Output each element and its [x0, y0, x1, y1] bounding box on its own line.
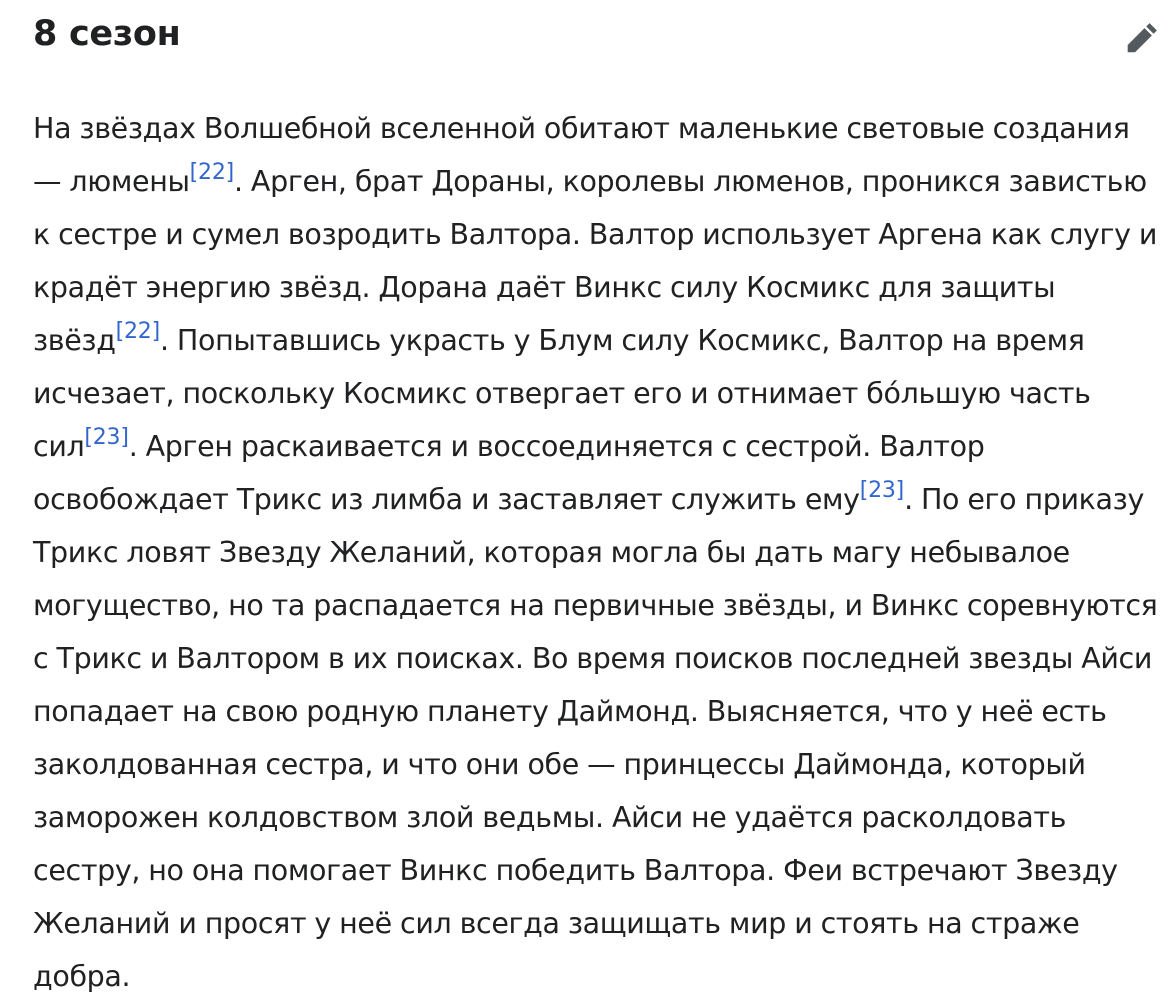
paragraph-text: . По его приказу Трикс ловят Звезду Желаний, которая могла бы дать магу небывалое могущество, но та распадается на первичные звёзды, и Винкс соревнуются с Трикс и Валтором в их поисках. Во время поисков последней звезды Айси попадает на свою родную планету Даймонд. Выясняется, что у неё есть заколдованная сестра, и что они обе — принцессы Даймонда, который заморожен колдовством злой ведьмы. Айси не удаётся расколдовать сестру, но она помогает Винкс победить Валтора. Феи встречают Звезду Желаний и просят у неё сил всегда защищать мир и стоять на страже добра.: [33, 483, 1158, 993]
article-section: [33, 0, 1158, 997]
paragraph-text: . Арген, брат Дораны, королевы люменов, проникся завистью к сестре и сумел возродить Валтора. Валтор использует Аргена как слугу и крадёт энергию звёзд. Дорана даёт Винкс силу Космикс для защиты звёзд: [33, 165, 1157, 357]
pencil-edit-icon: [1123, 19, 1161, 57]
reference-link-22[interactable]: [22]: [115, 318, 160, 344]
paragraph-text: На звёздах Волшебной вселенной обитают маленькие световые создания — люмены: [33, 112, 1130, 198]
reference-link-22[interactable]: [22]: [189, 159, 235, 185]
reference-link-23[interactable]: [23]: [859, 477, 905, 503]
section-heading-row: [33, 0, 1158, 72]
paragraph-text: . Попытавшись украсть у Блум силу Космикс, Валтор на время исчезает, поскольку Космикс отвергает его и отнимает бо́льшую часть сил: [33, 324, 1091, 463]
edit-section-button[interactable]: [1118, 14, 1166, 62]
paragraph-text: . Арген раскаивается и воссоединяется с сестрой. Валтор освобождает Трикс из лимба и заставляет служить ему: [33, 430, 985, 516]
section-title: 8 сезон: [33, 14, 181, 54]
section-paragraph: [33, 102, 1158, 1003]
reference-link-23[interactable]: [23]: [84, 424, 129, 450]
